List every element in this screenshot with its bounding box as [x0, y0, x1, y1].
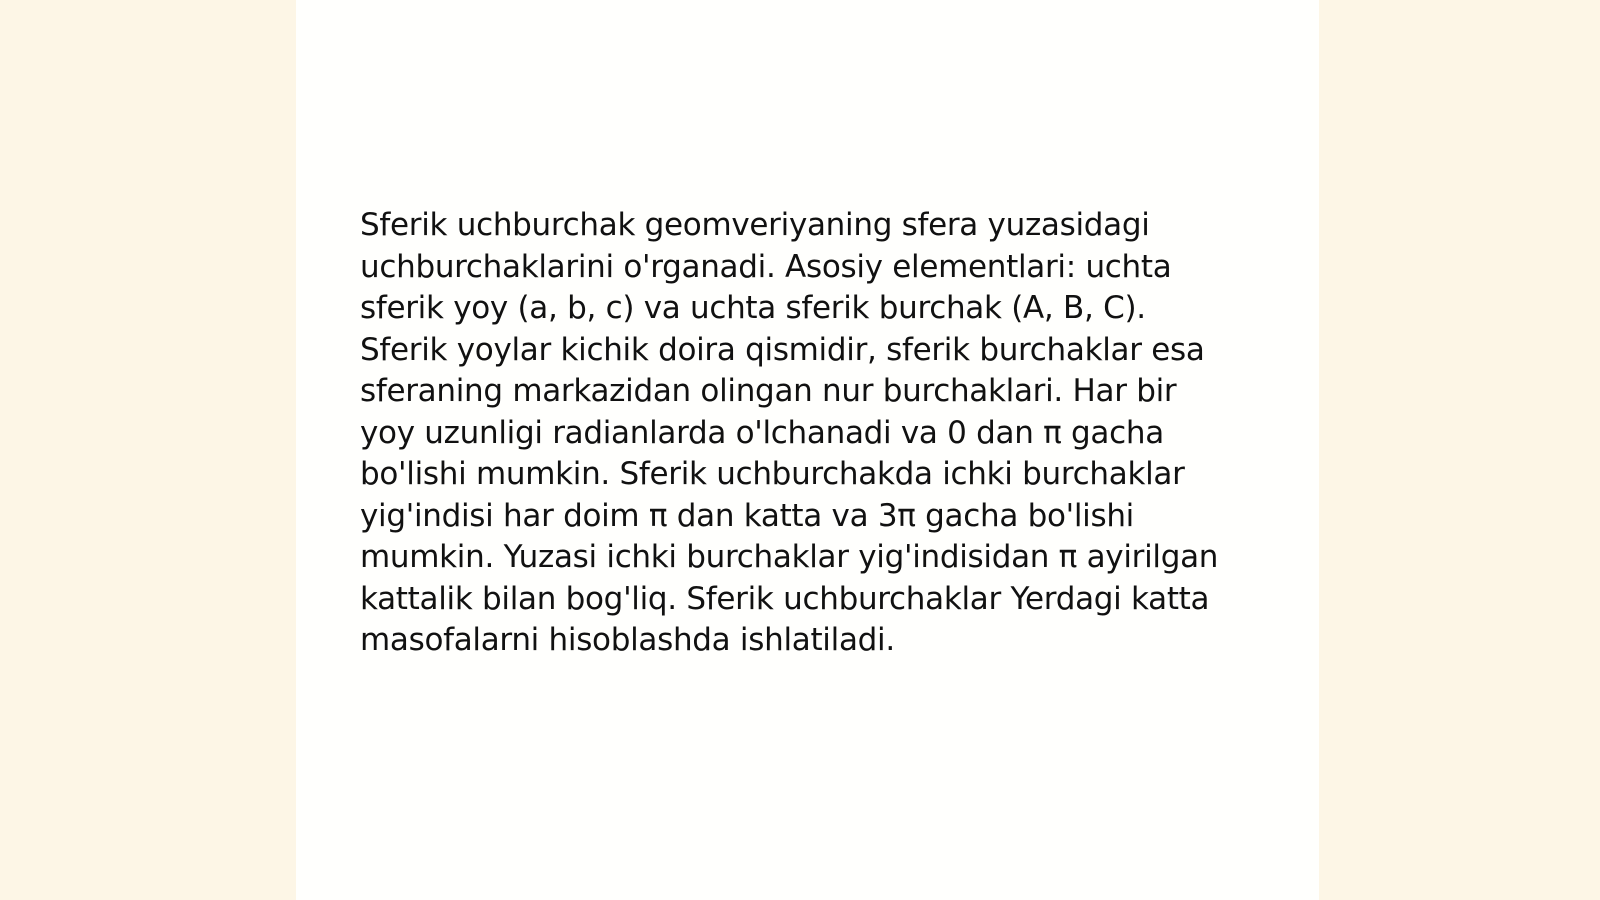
- slide: [296, 0, 1319, 900]
- slide-body-text: Sferik uchburchak geomveriyaning sfera yuzasidagi uchburchaklarini o'rganadi. Asosiy elementlari: uchta sferik yoy (a, b, c) va uchta sferik burchak (A, B, C). Sferik yoylar kichik doira qismidir, sferik burchaklar esa sferaning markazidan olingan nur burchaklari. Har bir yoy uzunligi radianlarda o'lchanadi va 0 dan π gacha bo'lishi mumkin. Sferik uchburchakda ichki burchaklar yig'indisi har doim π dan katta va 3π gacha bo'lishi mumkin. Yuzasi ichki burchaklar yig'indisidan π ayirilgan kattalik bilan bog'liq. Sferik uchburchaklar Yerdagi katta masofalarni hisoblashda ishlatiladi.: [360, 207, 1219, 658]
